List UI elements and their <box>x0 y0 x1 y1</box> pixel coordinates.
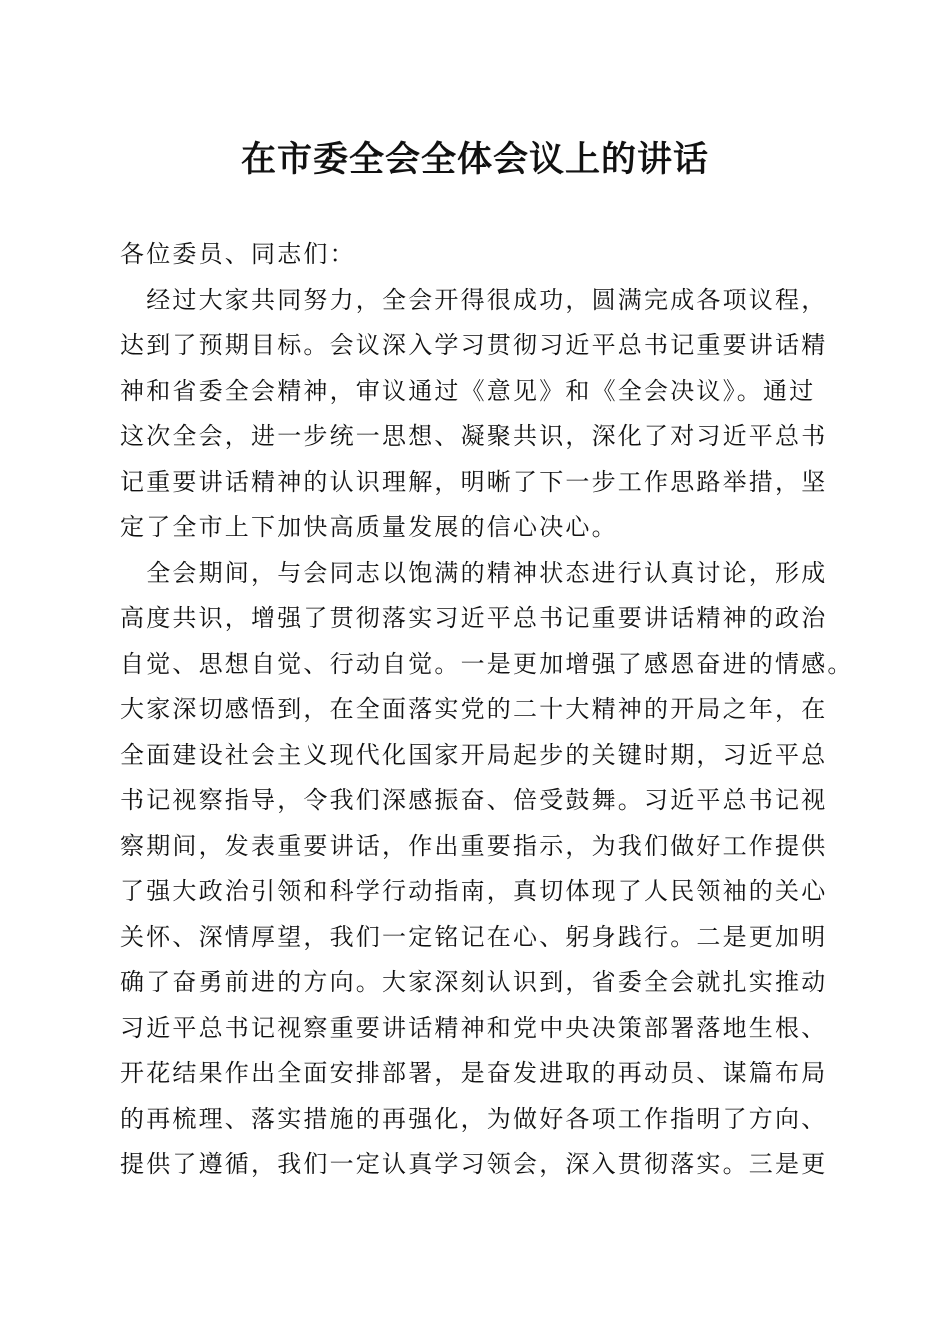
text-line: 经过大家共同努力，全会开得很成功，圆满完成各项议程， <box>120 285 828 314</box>
text-line: 的再梳理、落实措施的再强化，为做好各项工作指明了方向、 <box>120 1104 828 1133</box>
text-line: 开花结果作出全面安排部署，是奋发进取的再动员、谋篇布局 <box>120 1059 828 1087</box>
text-line: 定了全市上下加快高质量发展的信心决心。 <box>120 513 618 541</box>
text-line: 确了奋勇前进的方向。大家深刻认识到，省委全会就扎实推动 <box>120 968 828 996</box>
text-line: 高度共识，增强了贯彻落实习近平总书记重要讲话精神的政治 <box>120 604 828 632</box>
text-line: 这次全会，进一步统一思想、凝聚共识，深化了对习近平总书 <box>120 422 828 450</box>
text-line: 大家深切感悟到，在全面落实党的二十大精神的开局之年，在 <box>120 695 828 723</box>
text-line: 了强大政治引领和科学行动指南，真切体现了人民领袖的关心 <box>120 877 828 905</box>
text-line: 习近平总书记视察重要讲话精神和党中央决策部署落地生根、 <box>120 1013 828 1042</box>
text-line: 记重要讲话精神的认识理解，明晰了下一步工作思路举措，坚 <box>120 467 828 496</box>
text-line: 书记视察指导，令我们深感振奋、倍受鼓舞。习近平总书记视 <box>120 786 828 814</box>
text-line: 达到了预期目标。会议深入学习贯彻习近平总书记重要讲话精 <box>120 331 828 359</box>
text-line: 关怀、深情厚望，我们一定铭记在心、躬身践行。二是更加明 <box>120 922 828 951</box>
document-body <box>120 232 854 1188</box>
text-line: 神和省委全会精神，审议通过《意见》和《全会决议》。通过 <box>120 376 816 405</box>
text-line: 全会期间，与会同志以饱满的精神状态进行认真讨论，形成 <box>120 558 828 587</box>
text-line: 提供了遵循，我们一定认真学习领会，深入贯彻落实。三是更 <box>120 1150 828 1178</box>
salutation-line: 各位委员、同志们： <box>120 240 356 268</box>
text-line: 察期间，发表重要讲话，作出重要指示，为我们做好工作提供 <box>120 831 828 860</box>
text-line: 全面建设社会主义现代化国家开局起步的关键时期，习近平总 <box>120 740 828 769</box>
document-title: 在市委全会全体会议上的讲话 <box>240 139 709 180</box>
text-line: 自觉、思想自觉、行动自觉。一是更加增强了感恩奋进的情感。 <box>120 649 854 678</box>
